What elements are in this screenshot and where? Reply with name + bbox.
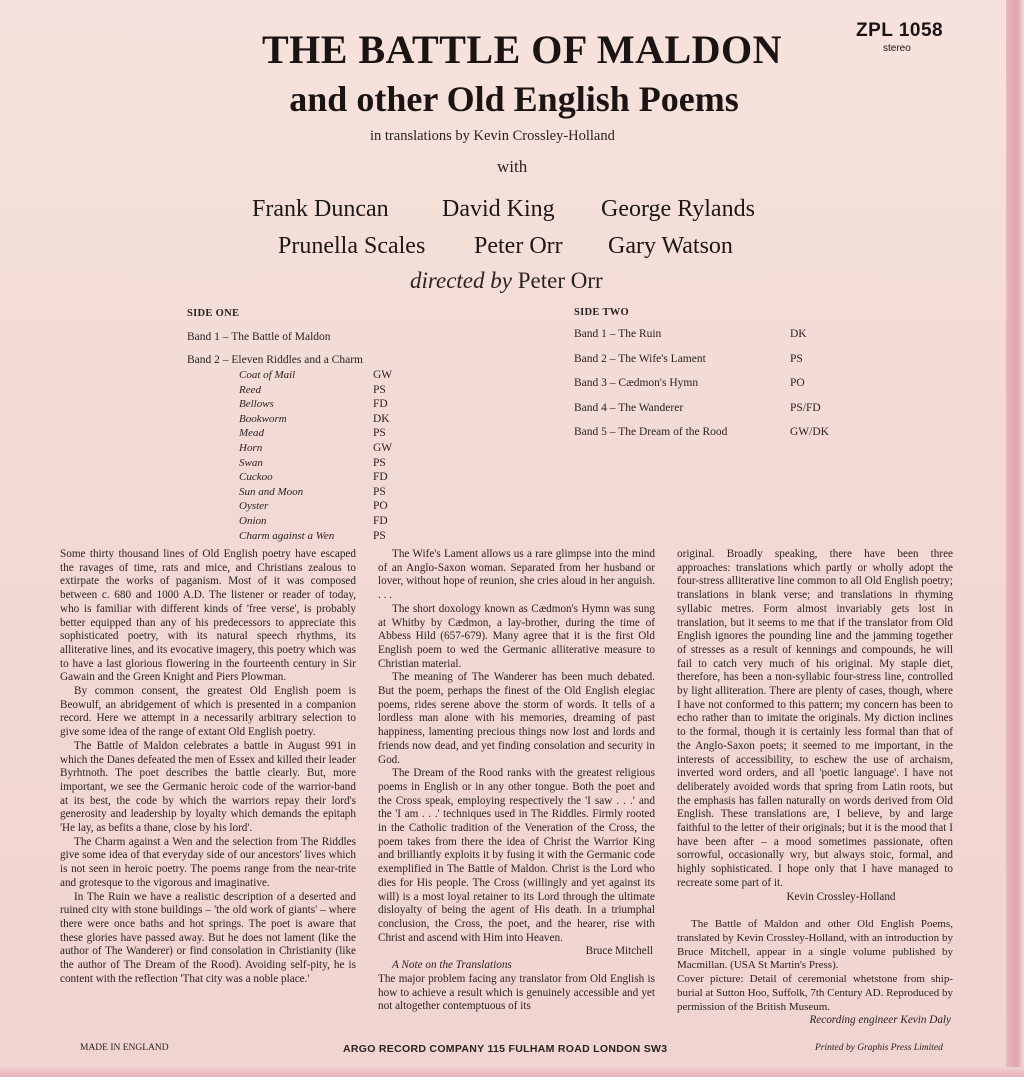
reader-code: DK [790, 328, 807, 340]
paragraph: The Wife's Lament allows us a rare glimpse into the mind of an Anglo-Saxon woman. Separated from her husband or lover, without hope of reunion, she cries aloud in her anguish. . . . [378, 548, 655, 602]
note-heading: A Note on the Translations [392, 959, 512, 972]
paragraph: The short doxology known as Cædmon's Hymn was sung at Whitby by Cædmon, a lay-brother, during the time of Abbess Hild (657-679). Many agree that it is the first Old English poem to wed the Germanic alliterative measure to Christian material. [378, 602, 655, 670]
sleeve-edge-right [1006, 0, 1024, 1077]
footer-record-company: ARGO RECORD COMPANY 115 FULHAM ROAD LONDON SW3 [343, 1043, 668, 1055]
sleeve-edge-bottom [0, 1067, 1024, 1077]
reader-code: PO [790, 377, 805, 389]
paragraph: The meaning of The Wanderer has been much debated. But the poem, perhaps the finest of the Old English elegiac poems, rides serene above the storm of words. It tells of a lordless man alone with his memories, dreaming of past happiness, lamenting precious things now lost and lords and friends now dead, and yet finding consolation and security in God. [378, 671, 655, 766]
reader-code: PS [373, 456, 386, 469]
riddle-title: Sun and Moon [239, 485, 304, 498]
cast-member: Prunella Scales [278, 233, 426, 259]
director-credit [410, 268, 603, 294]
riddle-title: Horn [239, 442, 263, 454]
reader-code: PS [373, 485, 386, 498]
side-one-band-2: Band 2 – Eleven Riddles and a Charm [187, 354, 363, 366]
with-label: with [497, 157, 528, 176]
signature-kevin-crossley-holland: Kevin Crossley-Holland [786, 890, 896, 903]
director-name: Peter Orr [517, 268, 603, 293]
cast-member: Peter Orr [474, 233, 563, 259]
side-two-band: Band 3 – Cædmon's Hymn [574, 377, 699, 389]
side-two-band: Band 4 – The Wanderer [574, 401, 684, 414]
reader-code: PS [373, 529, 386, 542]
side-one-heading: SIDE ONE [187, 308, 240, 319]
reader-code: DK [373, 412, 390, 425]
liner-notes-column-3 [677, 548, 953, 1028]
side-two-heading: SIDE TWO [574, 307, 630, 318]
cast-member: Gary Watson [608, 233, 733, 259]
paragraph: The Dream of the Rood ranks with the greatest religious poems in English or in any other tongue. Both the poet and the Cross speak, employing respectively the 'I saw . . .' and the 'I am . . .' techniques used in The Riddles. Firmly rooted in the Catholic tradition of the Veneration of the Cross, the poem takes from there the idea of Christ the Warrior King and brilliantly exploits it by fusing it with the Germanic code exemplified in The Battle of Maldon. Christ is the Lord who dies for His people. The Cross (willingly and yet against its will) is a most loyal retainer to its Lord through the ultimate disloyalty of being the agent of His death. In a triumphal conclusion, the Cross, the poet, and the hearer, rise with Christ and ascend with Him into Heaven. [378, 767, 655, 944]
format-label: stereo [883, 43, 911, 54]
riddle-title: Onion [239, 515, 267, 527]
riddle-title: Mead [239, 427, 265, 440]
directed-label: directed by [410, 268, 512, 293]
cast-member: David King [442, 196, 555, 222]
reader-code: PS [373, 427, 386, 440]
side-one-band-1: Band 1 – The Battle of Maldon [187, 331, 331, 343]
signature-bruce-mitchell: Bruce Mitchell [585, 945, 653, 958]
paragraph: Some thirty thousand lines of Old English poetry have escaped the ravages of time, rats and mice, and Christians zealous to extirpate the works of paganism. Most of it was composed between c. 680 and 1000 A.D. The listener or reader of today, who is familiar with different kinds of 'free verse', is probably better equipped than any of his predecessors to appreciate this sophisticated poetry, with its natural speech rhythms, its alliterative lines, and its evocative imagery, this poetry which was to have a last glorious flowering in the fourteenth century in Sir Gawain and the Green Knight and Piers Plowman. [60, 548, 356, 684]
riddle-title: Swan [239, 456, 263, 469]
side-two-band: Band 2 – The Wife's Lament [574, 352, 706, 365]
album-title: THE BATTLE OF MALDON [261, 27, 783, 72]
footer-printer: Printed by Graphis Press Limited [815, 1043, 943, 1053]
reader-code: PO [373, 500, 388, 513]
paragraph: In The Ruin we have a realistic description of a deserted and ruined city with stone buildings – 'the old work of giants' – where there were once baths and hot springs. The poet is aware that these glories have passed away. But he does not lament (like the author of The Wanderer) or find consolation in Christianity (like the author of The Dream of the Rood). Avoiding self-pity, he is content with the reflection 'That city was a noble place.' [60, 890, 356, 985]
publication-credit: The Battle of Maldon and other Old English Poems, translated by Kevin Crossley-Holland, with an introduction by Bruce Mitchell, appear in a single volume published by Macmillan. (USA St Martin's Press). [677, 918, 953, 972]
riddle-title: Oyster [239, 500, 269, 513]
paragraph: The Charm against a Wen and the selection from The Riddles give some idea of that everyday side of our ancestors' lives which is not seen in heroic poetry. The poems range from the near-trite and grotesque to the vigorous and imaginative. [60, 835, 356, 889]
catalogue-number: ZPL 1058 [856, 20, 944, 41]
paragraph: The major problem facing any translator from Old English is how to achieve a result which is genuinely accessible and yet not altogether contemptuous of its [378, 972, 655, 1013]
reader-code: FD [373, 471, 388, 484]
reader-code: PS [373, 383, 386, 396]
recording-engineer-credit: Recording engineer Kevin Daly [809, 1014, 951, 1027]
footer-made-in: MADE IN ENGLAND [80, 1043, 169, 1053]
riddle-title: Bookworm [239, 412, 287, 425]
riddle-title: Cuckoo [239, 471, 273, 484]
paragraph: By common consent, the greatest Old English poem is Beowulf, an abridgement of which is presented in a companion record. Here we attempt in a necessarily arbitrary selection to give some idea of the range of extant Old English poetry. [60, 685, 356, 739]
reader-code: GW/DK [790, 426, 829, 438]
riddle-title: Reed [239, 383, 261, 396]
reader-code: GW [373, 369, 393, 381]
cast-member: George Rylands [601, 196, 755, 222]
reader-code: FD [373, 515, 388, 527]
album-subtitle: and other Old English Poems [289, 79, 739, 119]
translator-line: in translations by Kevin Crossley-Holland [370, 128, 615, 144]
side-two-band: Band 1 – The Ruin [574, 328, 662, 340]
side-two-band: Band 5 – The Dream of the Rood [574, 426, 728, 438]
reader-code: PS [790, 352, 803, 365]
reader-code: FD [373, 398, 388, 411]
riddle-title: Charm against a Wen [239, 529, 335, 542]
reader-code: GW [373, 442, 393, 454]
reader-code: PS/FD [790, 401, 821, 414]
paragraph: The Battle of Maldon celebrates a battle in August 991 in which the Danes defeated the men of Essex and killed their leader Byrhtnoth. The poet describes the battle clearly. But, more important, we see the Germanic heroic code of the warrior-band at its best, the code by which the warriors repay their lord's generosity and leadership by loyalty which demands the epitaph 'He lay, as befits a thane, close by his lord'. [60, 739, 356, 835]
liner-notes-column-2 [378, 548, 655, 1014]
paragraph: original. Broadly speaking, there have been three approaches: translations which partly or wholly adopt the four-stress alliterative line common to all Old English poetry; translations in blank verse; and translations in rhyming syllabic metres. Form almost invariably gets lost in translation, but it seems to me that if the translator from Old English ignores the pounding line and the jamming together of stresses as a result of kennings and compounds, he will fail to catch very much of his original. My staple diet, therefore, has been a non-syllabic four-stress line, controlled by light alliteration. There are plenty of cases, though, where I have not conformed to this pattern; my concern has been to echo rather than to imitate the originals. My diction inclines to the formal, though it is certainly less formal than that of the Anglo-Saxon poets; it seemed to me important, in the interests of accessibility, to eschew the use of archaism, inverted word orders, and all 'poetic language'. I have not deliberately avoided words that spring from Latin roots, but the emphasis has fallen naturally on words derived from Old English. These translations are, I believe, by and large faithful to the letter of their originals; but it is the mood that I have been after – a mood sometimes passionate, often sorrowful, occasionally wry, but always stoic, formal, and highly sophisticated. I hope only that I have managed to recreate some part of it. [677, 548, 953, 889]
cover-picture-credit: Cover picture: Detail of ceremonial whetstone from ship-burial at Sutton Hoo, Suffolk, 7th Century AD. Reproduced by permission of the British Museum. [677, 973, 953, 1013]
riddle-title: Bellows [239, 398, 274, 411]
cast-member: Frank Duncan [252, 196, 389, 222]
liner-notes-column-1 [60, 548, 356, 987]
riddle-title: Coat of Mail [239, 369, 296, 381]
